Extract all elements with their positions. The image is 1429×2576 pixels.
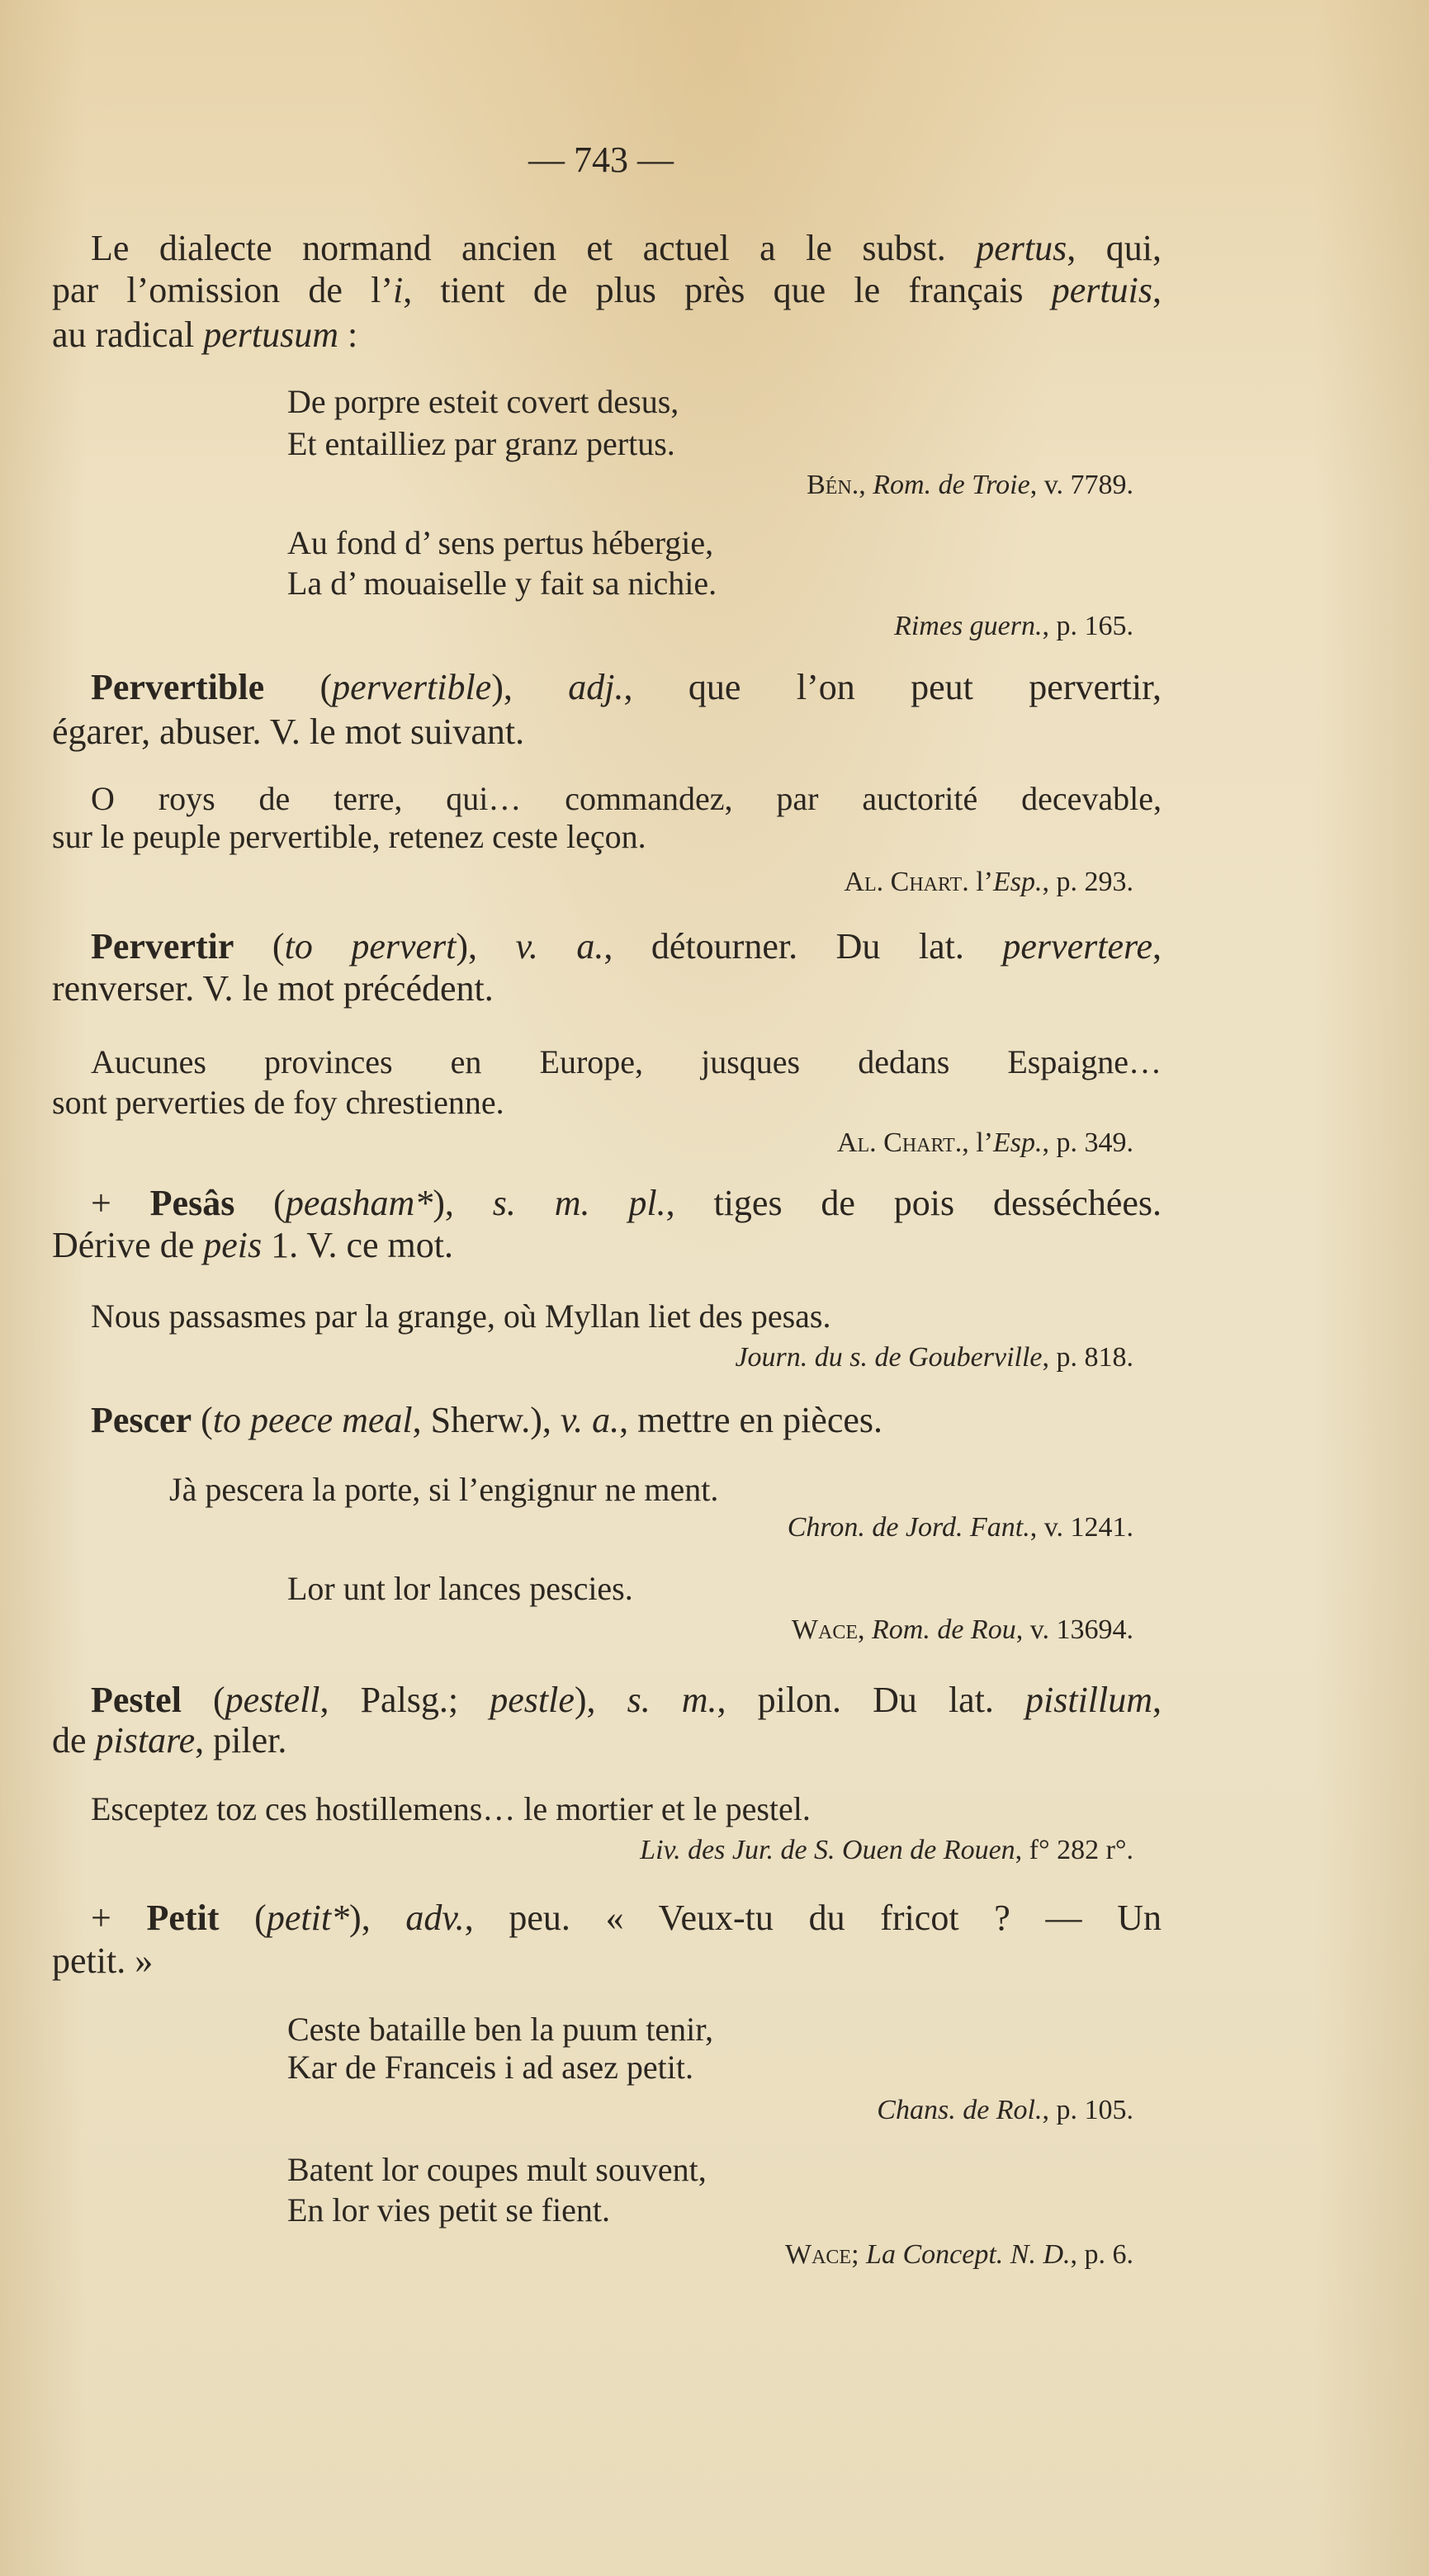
text-segment: ), (456, 925, 516, 967)
italic-text: pertus (976, 227, 1067, 268)
citation-line (894, 612, 1133, 640)
quotation-line (91, 1790, 811, 1828)
italic-text: Rom. de Troie (873, 469, 1030, 500)
entry-text-line (91, 925, 1162, 967)
text-segment: 1. V. ce mot. (262, 1224, 453, 1265)
author-name: Bén. (807, 469, 859, 500)
italic-text: pestle (490, 1679, 575, 1720)
verse-line (287, 2151, 707, 2189)
italic-text: Liv. des Jur. de S. Ouen de Rouen (640, 1834, 1015, 1865)
text-segment: , p. 6. (1070, 2238, 1133, 2270)
text-segment: Au fond d’ sens pertus hébergie, (287, 524, 714, 562)
text-segment: Kar de Franceis i ad asez petit. (287, 2049, 694, 2087)
text-segment: ( (219, 1897, 267, 1938)
text-segment: , tiges de pois desséchées. (665, 1182, 1162, 1223)
text-segment: O roys de terre, qui… commandez, par auctorité decevable, (91, 780, 1162, 818)
text-segment: ), (349, 1897, 406, 1938)
text-segment: , v. 13694. (1015, 1614, 1133, 1645)
headword: Pervertir (91, 925, 234, 967)
entry-text-line (52, 1224, 453, 1265)
italic-text: pestell (225, 1679, 320, 1720)
italic-text: pistare (95, 1719, 196, 1761)
entry-text-line (52, 967, 494, 1009)
italic-text: peis (203, 1224, 263, 1265)
citation-line (785, 2238, 1133, 2270)
text-segment: , pilon. Du lat. (717, 1679, 1025, 1720)
entry-text-line (52, 269, 1162, 310)
headword: Petit (146, 1897, 220, 1938)
italic-text: v. a. (560, 1399, 620, 1440)
text-segment: , piler. (195, 1719, 287, 1761)
verse-line (287, 524, 714, 562)
italic-text: Journ. du s. de Gouberville (735, 1341, 1043, 1373)
text-segment: — 743 — (528, 139, 674, 180)
text-segment: : (338, 314, 358, 355)
citation-line (877, 2096, 1133, 2125)
citation-line (787, 1511, 1133, 1543)
entry-text-line (91, 1182, 1162, 1223)
text-segment: Nous passasmes par la grange, où Myllan liet des pesas. (91, 1297, 831, 1335)
text-segment: Batent lor coupes mult souvent, (287, 2151, 707, 2189)
italic-text: s. m. pl. (492, 1182, 666, 1223)
text-segment: , qui, (1067, 227, 1162, 268)
author-name: Al. Chart. (844, 866, 969, 897)
italic-text: i (393, 269, 404, 310)
text-segment: , f° 282 r°. (1015, 1834, 1133, 1865)
text-segment: , (859, 469, 873, 500)
text-segment: , p. 349. (1042, 1127, 1133, 1158)
italic-text: Esp. (993, 866, 1043, 897)
text-segment: sur le peuple pervertible, retenez ceste leçon. (52, 818, 646, 856)
text-segment: ( (264, 666, 333, 707)
text-segment: par l’omission de l’ (52, 269, 393, 310)
text-segment: sont perverties de foy chrestienne. (52, 1084, 504, 1122)
entry-text-line (52, 314, 358, 355)
text-segment: Jà pescera la porte, si l’engignur ne ment. (169, 1471, 719, 1509)
verse-line (287, 2011, 714, 2049)
italic-text: Rom. de Rou (872, 1614, 1016, 1645)
text-segment: , p. 165. (1042, 610, 1133, 641)
text-segment: , p. 818. (1042, 1341, 1133, 1373)
italic-text: peasham* (285, 1182, 433, 1223)
text-segment: , détourner. Du lat. (603, 925, 1003, 967)
headword: Pervertible (91, 666, 265, 707)
text-segment: , Palsg.; (319, 1679, 490, 1720)
italic-text: pertusum (203, 314, 338, 355)
text-segment: La d’ mouaiselle y fait sa nichie. (287, 565, 717, 603)
text-segment: , que l’on peut pervertir, (623, 666, 1162, 707)
italic-text: adj. (568, 666, 624, 707)
text-segment: de (52, 1719, 96, 1761)
text-segment: ( (192, 1399, 213, 1440)
entry-text-line (91, 1679, 1162, 1720)
text-segment: Aucunes provinces en Europe, jusques dedans Espaigne… (91, 1043, 1162, 1081)
italic-text: pervertible (332, 666, 492, 707)
italic-text: to pervert (284, 925, 457, 967)
verse-line (287, 2049, 694, 2087)
text-segment: au radical (52, 314, 204, 355)
quotation-line (52, 818, 646, 856)
citation-line (807, 471, 1133, 499)
text-segment: ( (181, 1679, 225, 1720)
entry-text-line (91, 1399, 883, 1440)
italic-text: pertuis (1051, 269, 1152, 310)
headword: Pesâs (149, 1182, 235, 1223)
text-segment: l’ (968, 866, 993, 897)
quotation-line (169, 1471, 719, 1509)
italic-text: La Concept. N. D. (866, 2238, 1071, 2270)
author-name: Wace (791, 1614, 859, 1645)
text-segment: , tient de plus près que le français (403, 269, 1052, 310)
text-segment: petit. » (52, 1940, 154, 1981)
text-segment: En lor vies petit se fient. (287, 2191, 611, 2229)
text-segment: + (91, 1182, 150, 1223)
entry-text-line (91, 1897, 1162, 1938)
text-segment: , v. 7789. (1029, 469, 1133, 500)
entry-text-line (91, 227, 1162, 268)
verse-line (287, 1570, 633, 1608)
text-segment: égarer, abuser. V. le mot suivant. (52, 711, 525, 752)
italic-text: adv. (405, 1897, 465, 1938)
text-segment: Esceptez toz ces hostillemens… le mortier et le pestel. (91, 1790, 811, 1828)
quotation-line (91, 1297, 831, 1335)
text-segment: ), (433, 1182, 493, 1223)
italic-text: to peece meal (212, 1399, 413, 1440)
quotation-line (91, 780, 1162, 818)
text-segment: , Sherw.), (412, 1399, 561, 1440)
citation-line (844, 868, 1133, 896)
verse-line (287, 425, 675, 463)
text-segment: renverser. V. le mot précédent. (52, 967, 494, 1009)
verse-line (287, 2191, 611, 2229)
italic-text: Rimes guern. (894, 610, 1043, 641)
headword: Pestel (91, 1679, 182, 1720)
text-segment: , mettre en pièces. (619, 1399, 883, 1440)
italic-text: pervertere (1002, 925, 1153, 967)
italic-text: Esp. (993, 1127, 1043, 1158)
italic-text: s. m. (627, 1679, 717, 1720)
headword: Pescer (91, 1399, 192, 1440)
author-name: Wace (785, 2238, 852, 2270)
verse-line (287, 565, 717, 603)
text-segment: , (1152, 269, 1162, 310)
quotation-line (91, 1043, 1162, 1081)
italic-text: Chans. de Rol. (877, 2094, 1043, 2125)
text-segment: Lor unt lor lances pescies. (287, 1570, 633, 1608)
entry-text-line (52, 711, 525, 752)
text-segment: , peu. « Veux-tu du fricot ? — Un (464, 1897, 1162, 1938)
page-number (0, 139, 1202, 180)
entry-text-line (52, 1719, 287, 1761)
text-segment: + (91, 1897, 147, 1938)
citation-line (735, 1341, 1133, 1373)
text-segment: , (858, 1614, 873, 1645)
text-segment: Le dialecte normand ancien et actuel a le subst. (91, 227, 977, 268)
verse-line (287, 383, 679, 421)
text-segment: ), (574, 1679, 627, 1720)
italic-text: v. a. (515, 925, 604, 967)
italic-text: pistillum (1025, 1679, 1153, 1720)
text-segment: Et entailliez par granz pertus. (287, 425, 675, 463)
citation-line (792, 1616, 1133, 1644)
text-segment: Ceste bataille ben la puum tenir, (287, 2011, 714, 2049)
text-segment: ), (491, 666, 569, 707)
text-segment: ( (234, 1182, 286, 1223)
text-segment: , p. 293. (1042, 866, 1133, 897)
entry-text-line (52, 1940, 154, 1981)
citation-line (640, 1836, 1133, 1865)
text-segment: De porpre esteit covert desus, (287, 383, 679, 421)
entry-text-line (91, 666, 1162, 707)
author-name: Al. Chart. (836, 1127, 963, 1158)
text-segment: ; (851, 2238, 867, 2270)
italic-text: petit* (266, 1897, 350, 1938)
text-segment: Dérive de (52, 1224, 204, 1265)
italic-text: Chron. de Jord. Fant. (787, 1511, 1030, 1543)
text-segment: , (1152, 925, 1162, 967)
text-segment: , p. 105. (1042, 2094, 1133, 2125)
text-segment: ( (234, 925, 285, 967)
text-segment: , (1152, 1679, 1162, 1720)
text-segment: , v. 1241. (1029, 1511, 1133, 1543)
text-segment: , l’ (962, 1127, 993, 1158)
quotation-line (52, 1084, 504, 1122)
citation-line (837, 1129, 1133, 1157)
